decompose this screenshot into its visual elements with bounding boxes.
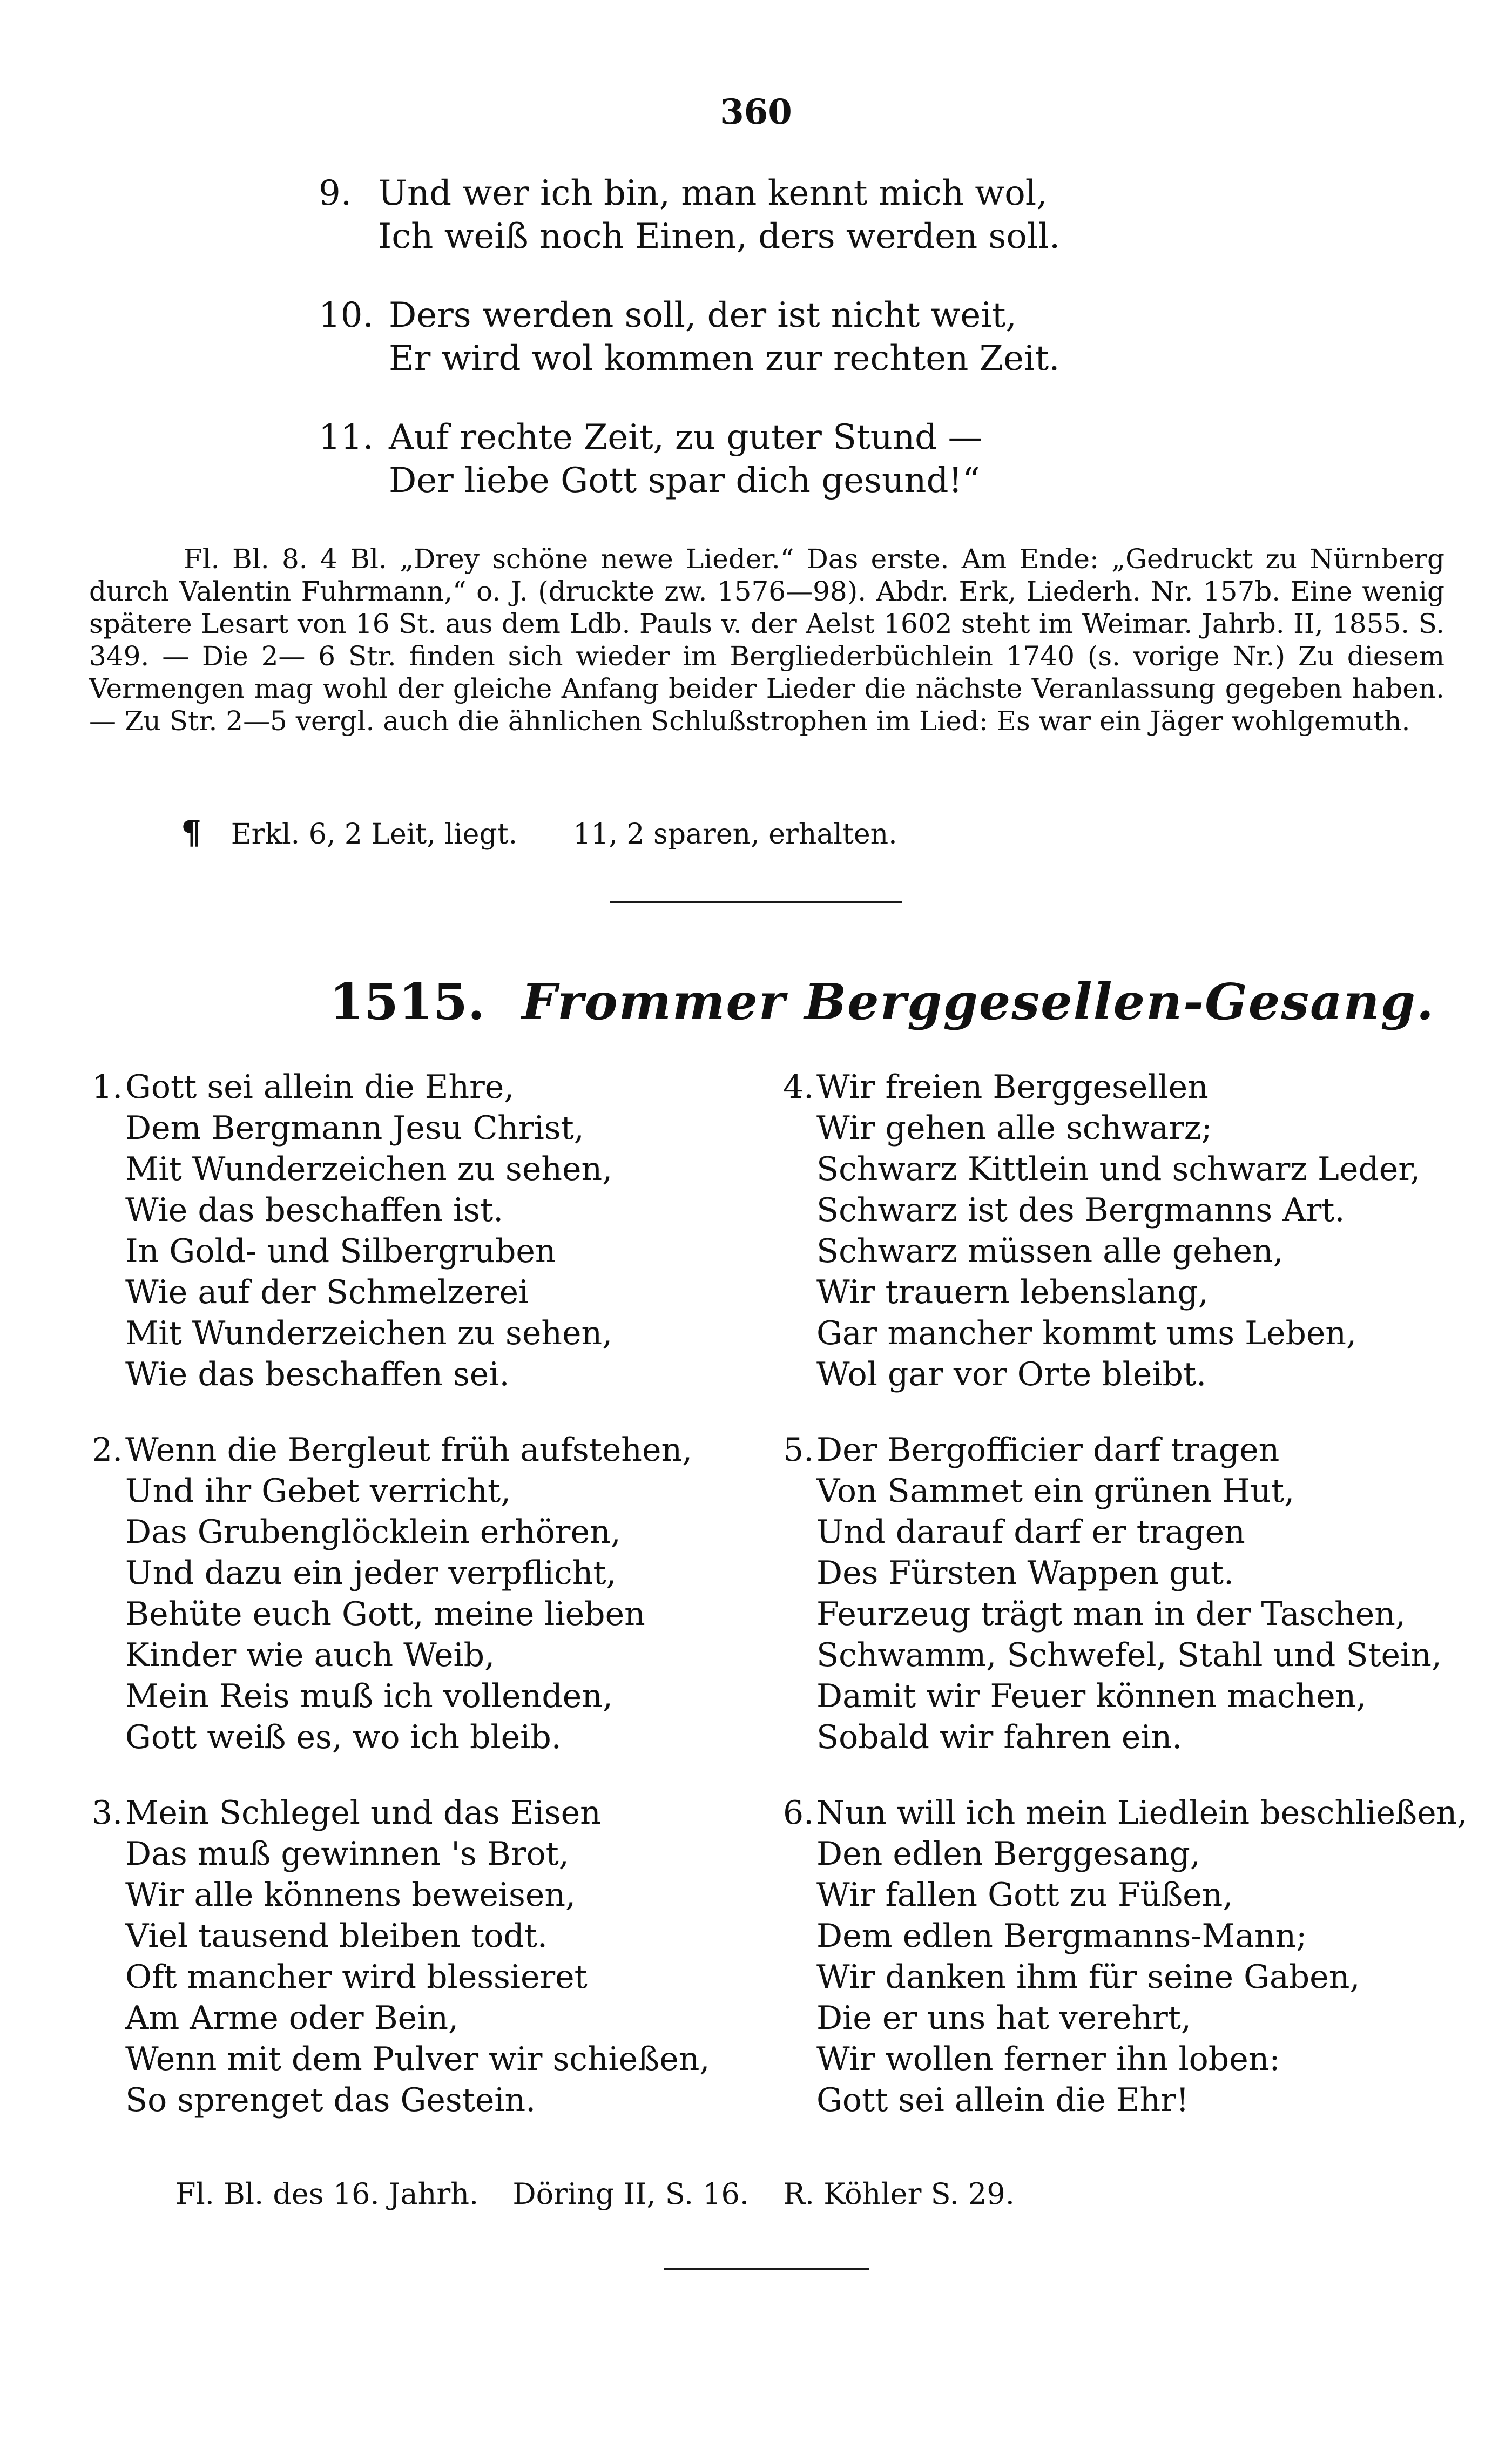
- verse-line: Wie auf der Schmelzerei: [125, 1273, 529, 1311]
- stanza-11: [319, 416, 1237, 502]
- stanza-1: [92, 1067, 767, 1395]
- verse-line: Mein Schlegel und das Eisen: [125, 1794, 601, 1832]
- source-reference: Fl. Bl. des 16. Jahrh.: [176, 2177, 479, 2211]
- verse-line: Ich weiß noch Einen, ders werden soll.: [378, 217, 1061, 257]
- verse-line: Von Sammet ein grünen Hut,: [816, 1472, 1295, 1510]
- left-column: [92, 1067, 767, 2155]
- stanza-10: [319, 294, 1237, 380]
- verse-line: Viel tausend bleiben todt.: [125, 1917, 548, 1955]
- verse-line: In Gold- und Silbergruben: [125, 1232, 556, 1270]
- stanza-2: [92, 1429, 767, 1758]
- verse-line: Und dazu ein jeder verpflicht,: [125, 1554, 617, 1592]
- stanza-5: [783, 1429, 1458, 1758]
- stanza-number: 1.: [92, 1068, 123, 1106]
- verse-line: Wir trauern lebenslang,: [816, 1273, 1209, 1311]
- verse-line: Schwarz Kittlein und schwarz Leder,: [816, 1150, 1421, 1188]
- verse-line: Wie das beschaffen ist.: [125, 1191, 504, 1229]
- source-notes: [89, 543, 1444, 737]
- song-title: Frommer Berggesellen-Gesang.: [522, 973, 1435, 1031]
- verse-line: Wol gar vor Orte bleibt.: [816, 1355, 1207, 1393]
- verse-line: Mit Wunderzeichen zu sehen,: [125, 1150, 613, 1188]
- variant-reading: 11, 2 sparen, erhalten.: [573, 818, 897, 851]
- verse-line: Wenn mit dem Pulver wir schießen,: [125, 2040, 710, 2078]
- verse-line: Wir wollen ferner ihn loben:: [816, 2040, 1280, 2078]
- verse-line: So sprenget das Gestein.: [125, 2081, 536, 2119]
- verse-line: Das muß gewinnen 's Brot,: [125, 1835, 569, 1873]
- verse-line: Nun will ich mein Liedlein beschließen,: [816, 1794, 1468, 1832]
- verse-line: Oft mancher wird blessieret: [125, 1958, 588, 1996]
- verse-line: Kinder wie auch Weib,: [125, 1636, 495, 1674]
- section-divider: [610, 901, 902, 903]
- page-number: 360: [720, 92, 792, 132]
- verse-line: Gar mancher kommt ums Leben,: [816, 1314, 1357, 1352]
- stanza-number: 4.: [783, 1068, 814, 1106]
- verse-line: Wir alle könnens beweisen,: [125, 1876, 576, 1914]
- stanza-9: [319, 172, 1237, 258]
- verse-line: Mein Reis muß ich vollenden,: [125, 1677, 613, 1715]
- verse-line: Wir fallen Gott zu Füßen,: [816, 1876, 1233, 1914]
- verse-line: Der liebe Gott spar dich gesund!“: [389, 461, 980, 501]
- verse-line: Wir danken ihm für seine Gaben,: [816, 1958, 1360, 1996]
- stanza-number: 9.: [319, 173, 352, 213]
- verse-line: Und ihr Gebet verricht,: [125, 1472, 511, 1510]
- verse-line: Das Grubenglöcklein erhören,: [125, 1513, 621, 1551]
- verse-line: Am Arme oder Bein,: [125, 1999, 459, 2037]
- verse-line: Und darauf darf er tragen: [816, 1513, 1245, 1551]
- verse-line: Wir gehen alle schwarz;: [816, 1109, 1212, 1147]
- verse-line: Des Fürsten Wappen gut.: [816, 1554, 1234, 1592]
- verse-line: Dem Bergmann Jesu Christ,: [125, 1109, 584, 1147]
- stanza-number: 6.: [783, 1794, 814, 1832]
- verse-line: Den edlen Berggesang,: [816, 1835, 1200, 1873]
- song-heading: [329, 972, 1435, 1031]
- previous-song-ending: [319, 172, 1237, 538]
- verse-line: Gott sei allein die Ehr!: [816, 2081, 1189, 2119]
- right-column: [783, 1067, 1468, 2155]
- variant-reading: Erkl. 6, 2 Leit, liegt.: [231, 818, 518, 851]
- verse-line: Dem edlen Bergmanns-Mann;: [816, 1917, 1307, 1955]
- section-divider: [664, 2268, 869, 2270]
- source-reference: R. Köhler S. 29.: [783, 2177, 1015, 2211]
- stanza-4: [783, 1067, 1458, 1395]
- notes-paragraph: Fl. Bl. 8. 4 Bl. „Drey schöne newe Lieder.“ Das erste. Am Ende: „Gedruckt zu Nürnberg durch Valentin Fuhrmann,“ o. J. (druckte zw. 1576—98). Abdr. Erk, Liederh. Nr. 157b. Eine wenig spätere Lesart von 16 St. aus dem Ldb. Pauls v. der Aelst 1602 steht im Weimar. Jahrb. II, 1855. S. 349. — Die 2— 6 Str. finden sich wieder im Bergliederbüchlein 1740 (s. vorige Nr.) Zu diesem Vermengen mag wohl der gleiche Anfang beider Lieder die nächste Veranlassung gegeben haben. — Zu Str. 2—5 vergl. auch die ähnlichen Schlußstrophen im Lied: Es war ein Jäger wohlgemuth.: [89, 543, 1444, 737]
- song-sources: [176, 2176, 1364, 2212]
- verse-line: Wie das beschaffen sei.: [125, 1355, 510, 1393]
- verse-line: Schwarz ist des Bergmanns Art.: [816, 1191, 1345, 1229]
- verse-line: Feurzeug trägt man in der Taschen,: [816, 1595, 1406, 1633]
- verse-line: Schwarz müssen alle gehen,: [816, 1232, 1284, 1270]
- verse-line: Wir freien Berggesellen: [816, 1068, 1209, 1106]
- verse-line: Gott sei allein die Ehre,: [125, 1068, 515, 1106]
- variant-readings: [181, 815, 1261, 852]
- verse-line: Wenn die Bergleut früh aufstehen,: [125, 1431, 693, 1469]
- verse-line: Die er uns hat verehrt,: [816, 1999, 1191, 2037]
- verse-line: Auf rechte Zeit, zu guter Stund —: [389, 417, 983, 457]
- stanza-3: [92, 1792, 767, 2121]
- verse-line: Er wird wol kommen zur rechten Zeit.: [389, 339, 1060, 379]
- source-reference: Döring II, S. 16.: [512, 2177, 750, 2211]
- stanza-number: 3.: [92, 1794, 123, 1832]
- verse-line: Schwamm, Schwefel, Stahl und Stein,: [816, 1636, 1442, 1674]
- verse-line: Damit wir Feuer können machen,: [816, 1677, 1367, 1715]
- verse-line: Behüte euch Gott, meine lieben: [125, 1595, 645, 1633]
- pilcrow-mark: ¶: [181, 814, 202, 852]
- verse-line: Und wer ich bin, man kennt mich wol,: [378, 173, 1048, 213]
- stanza-number: 10.: [319, 295, 374, 335]
- verse-line: Der Bergofficier darf tragen: [816, 1431, 1280, 1469]
- stanza-number: 5.: [783, 1431, 814, 1469]
- verse-line: Sobald wir fahren ein.: [816, 1718, 1183, 1756]
- stanza-6: [783, 1792, 1468, 2121]
- verse-line: Ders werden soll, der ist nicht weit,: [389, 295, 1017, 335]
- stanza-number: 2.: [92, 1431, 123, 1469]
- song-number: 1515.: [329, 973, 485, 1031]
- stanza-number: 11.: [319, 417, 374, 457]
- verse-line: Mit Wunderzeichen zu sehen,: [125, 1314, 613, 1352]
- verse-line: Gott weiß es, wo ich bleib.: [125, 1718, 562, 1756]
